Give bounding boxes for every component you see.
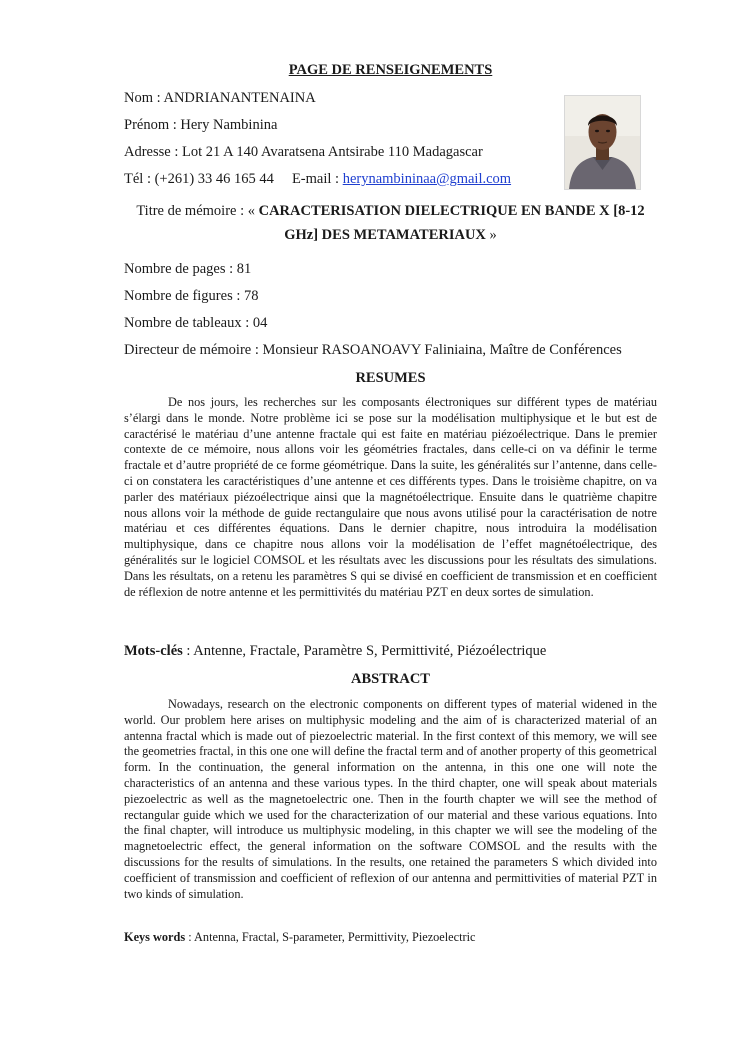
- keywords-line: [124, 930, 475, 945]
- resumes-heading: RESUMES: [355, 370, 426, 386]
- profile-photo: [564, 95, 641, 190]
- adresse-line: Adresse : Lot 21 A 140 Avaratsena Antsirabe 110 Madagascar: [124, 144, 483, 160]
- tel-text: Tél : (+261) 33 46 165 44: [124, 171, 274, 187]
- prenom-line: Prénom : Hery Nambinina: [124, 117, 278, 133]
- keywords-label: Keys words: [124, 930, 186, 944]
- page-title: PAGE DE RENSEIGNEMENTS: [288, 62, 493, 78]
- tableaux-line: Nombre de tableaux : 04: [124, 315, 268, 331]
- email-link[interactable]: herynambininaa@gmail.com: [342, 171, 512, 187]
- abstract-paragraph: Nowadays, research on the electronic components on different types of material widened in the world. Our problem here arises on multiphysic modeling and the aim of is characterized material of an antenna fractal which is made out of piezoelectric material. In the first context of this memory, we will see the geometries fractal, in this one one will define the fractal term and of another property of this geometrical form. In the continuation, the general information on the antenna, in this one one will note the characteristics of an antenna and these various types. In the third chapter, one will speak about materials piezoelectric as well as the magnetoelectric one. Then in the fourth chapter we will see the method of rectangular guide which we used for the characterization of our material and these various equations. Into the final chapter, will introduce us multiphysic modeling, in this chapter we will see the modeling of the magnetoelectric effect, the general information on the software COMSOL and the results with the discussions for the results of simulations. In the results, one retained the parameters S which divided into coefficient of transmission and coefficient of reflexion of our antenna and permittivities of material PZT in two kinds of simulation.: [124, 697, 658, 901]
- titre-prefix: Titre de mémoire : «: [136, 203, 259, 219]
- directeur-line: Directeur de mémoire : Monsieur RASOANOAVY Faliniaina, Maître de Conférences: [124, 342, 622, 358]
- contact-line: [124, 171, 511, 188]
- titre-suffix: »: [485, 227, 497, 243]
- email-label: E-mail :: [291, 171, 343, 187]
- abstract-heading: ABSTRACT: [351, 671, 430, 687]
- mots-cles-label: Mots-clés: [124, 643, 183, 659]
- nom-line: Nom : ANDRIANANTENAINA: [124, 90, 316, 106]
- resumes-paragraph: De nos jours, les recherches sur les composants électroniques sur différent types de matériau s’élargi dans le monde. Notre problème ici se pose sur la modélisation multiphysique et le but est de caractérisé le matériau d’une antenne fractale qui est faite en matériau piézoélectrique. Dans le premier contexte de ce mémoire, nous allons voir les géométries fractales, dans celle-ci on va définir le terme fractale et d’autre propriété de ce forme géométrique. Dans la suite, les généralités sur l’antenne, dans celle-ci on constatera les caractéristiques d’une antenne et ces différents types. Dans le troisième chapitre, on va parler des matériaux piézoélectrique ainsi que la magnétoélectrique. Ensuite dans le quatrième chapitre nous allons voir la méthode de guide rectangulaire que nous avons utilisé pour la caractérisation de notre matériau et ces différentes équations. Dans le dernier chapitre, nous introduira la modélisation multiphysique, dans ce chapitre nous allons voir la modélisation de l’effet magnétoélectrique, des généralités sur le logiciel COMSOL et les résultats avec les discussions pour les résultats des simulations. Dans les résultats, on a retenu les paramètres S qui se divisé en coefficient de transmission et en coefficient de réflexion de notre antenne et les permittivités du matériau PZT en deux sortes de simulation.: [124, 395, 657, 599]
- pages-line: Nombre de pages : 81: [124, 261, 252, 277]
- keywords-values: : Antenna, Fractal, S-parameter, Permittivity, Piezoelectric: [185, 930, 476, 944]
- mots-cles-line: [124, 643, 546, 660]
- figures-line: Nombre de figures : 78: [124, 288, 259, 304]
- memoire-title: [120, 199, 661, 247]
- mots-cles-values: : Antenne, Fractale, Paramètre S, Permittivité, Piézoélectrique: [182, 643, 547, 659]
- titre-text: CARACTERISATION DIELECTRIQUE EN BANDE X [8-12 GHz] DES METAMATERIAUX: [258, 203, 645, 243]
